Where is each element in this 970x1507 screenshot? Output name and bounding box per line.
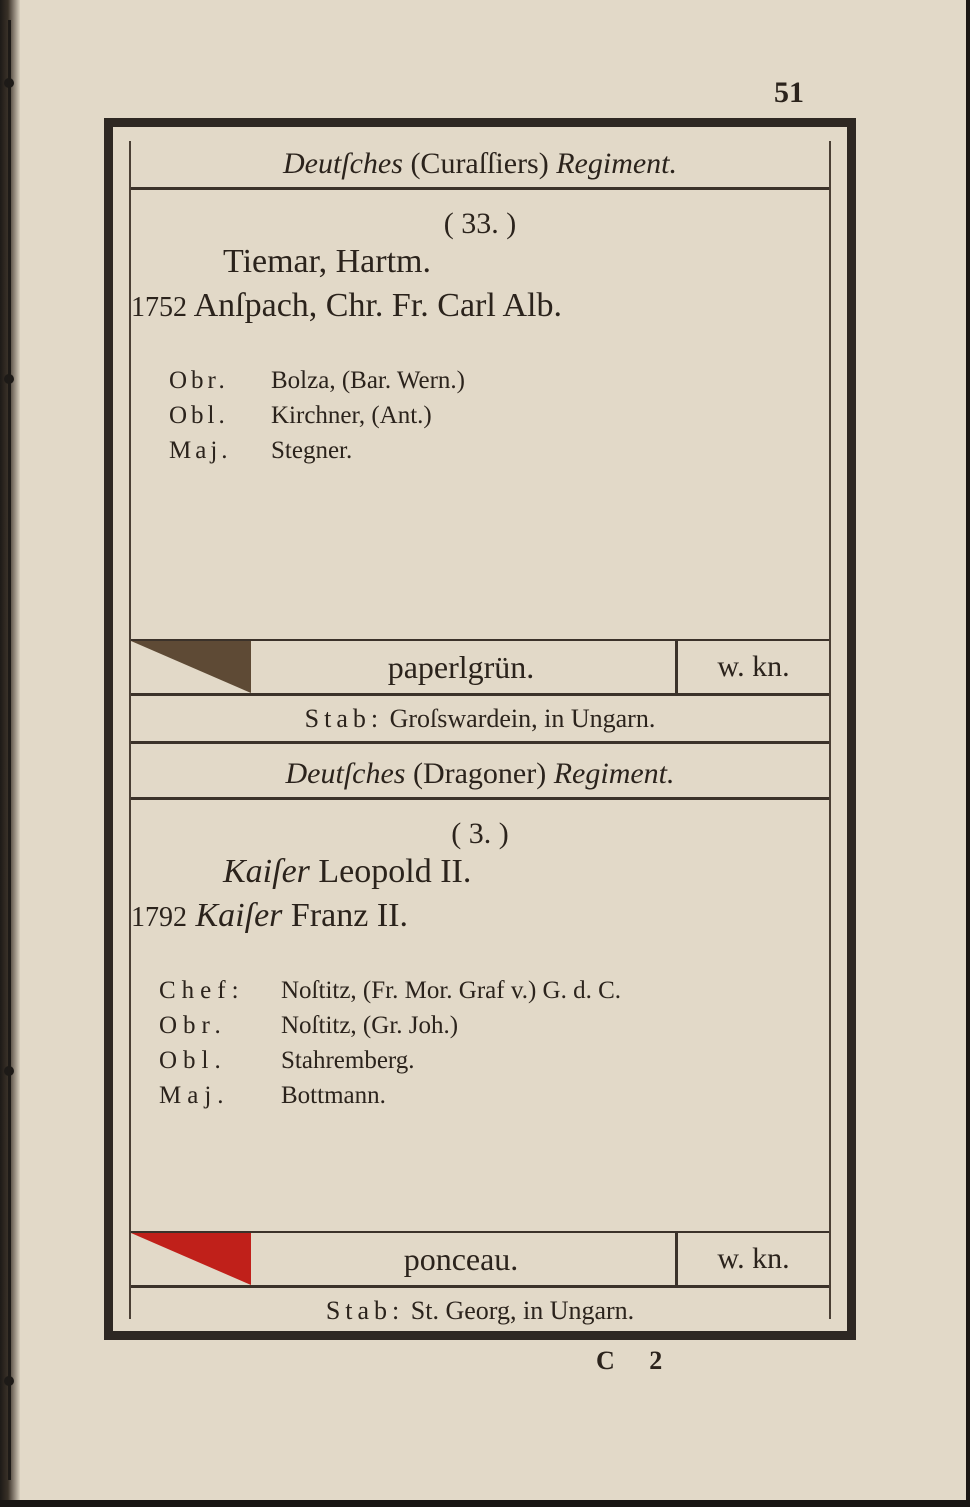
proprietor-line: [223, 853, 471, 891]
regiment-table-frame: [104, 118, 856, 1340]
officer-row: [159, 1078, 621, 1113]
button-metal: w. kn.: [717, 1242, 790, 1275]
officer-list: [169, 363, 465, 468]
officer-rank: Obl.: [159, 1047, 227, 1074]
officer-row: [159, 1043, 621, 1078]
binding-stitch: [4, 1066, 14, 1076]
proprietor-title: Kaiſer: [195, 897, 283, 934]
officer-list: [159, 973, 621, 1113]
header-type: (Dragoner): [412, 757, 547, 790]
regiment-table: [129, 141, 831, 1325]
officer-name: Stahremberg.: [281, 1047, 415, 1074]
proprietor-line: [131, 897, 408, 935]
binding-stitch: [4, 1376, 14, 1386]
proprietor-year: 1752: [131, 292, 187, 323]
header-suffix: Regiment.: [553, 757, 675, 790]
officer-rank: Obr.: [169, 367, 229, 394]
regiment-header: [131, 141, 829, 190]
officer-row: [159, 1008, 621, 1043]
facing-color-row: [131, 1231, 829, 1288]
book-binding: [0, 0, 20, 1500]
facing-swatch-shape: [131, 641, 251, 693]
regiment-header: [131, 751, 829, 800]
stab-row: [131, 697, 829, 744]
header-prefix: Deutſches: [285, 757, 406, 790]
proprietor-name: Tiemar, Hartm.: [223, 243, 431, 280]
binding-stitch: [4, 374, 14, 384]
facing-color-swatch: [131, 1233, 251, 1285]
header-prefix: Deutſches: [282, 147, 403, 180]
officer-rank: Maj.: [169, 437, 232, 464]
officer-row: [169, 363, 465, 398]
officer-rank: Obl.: [169, 402, 229, 429]
page-number: 51: [774, 76, 804, 109]
header-suffix: Regiment.: [556, 147, 678, 180]
proprietor-title: Kaiſer: [223, 853, 310, 890]
binding-thread: [8, 20, 11, 1480]
stab-place: St. Georg, in Ungarn.: [410, 1296, 635, 1325]
officer-row: [169, 433, 465, 468]
signature-mark: C 2: [596, 1346, 677, 1375]
regiment-entry-dragoner: [131, 751, 829, 1329]
officer-row: [169, 398, 465, 433]
officer-name: Bolza, (Bar. Wern.): [271, 367, 465, 394]
officer-row: [159, 973, 621, 1008]
stab-label: Stab:: [325, 1296, 405, 1325]
regiment-entry-curassiers: [131, 141, 829, 747]
officer-name: Kirchner, (Ant.): [271, 402, 432, 429]
officer-rank: Obr.: [159, 1012, 227, 1039]
officer-name: Bottmann.: [281, 1082, 386, 1109]
header-type: (Curaſſiers): [410, 147, 549, 180]
stab-place: Groſswardein, in Ungarn.: [389, 704, 656, 733]
officer-name: Noſtitz, (Fr. Mor. Graf v.) G. d. C.: [281, 977, 622, 1004]
proprietor-line: [223, 243, 431, 281]
button-metal: w. kn.: [717, 650, 790, 683]
facing-swatch-shape: [131, 1233, 251, 1285]
proprietor-line: [131, 287, 562, 325]
facing-color-name: paperlgrün.: [387, 649, 535, 685]
proprietor-name: Leopold II.: [318, 853, 472, 890]
regiment-number: ( 3. ): [451, 817, 509, 850]
binding-stitch: [4, 78, 14, 88]
officer-rank: Maj.: [159, 1082, 230, 1109]
officer-name: Stegner.: [271, 437, 353, 464]
stab-label: Stab:: [304, 704, 384, 733]
proprietor-year: 1792: [131, 902, 187, 933]
stab-row: [131, 1289, 829, 1333]
facing-color-row: [131, 639, 829, 696]
proprietor-name: Anſpach, Chr. Fr. Carl Alb.: [193, 287, 562, 324]
officer-name: Noſtitz, (Gr. Joh.): [281, 1012, 459, 1039]
regiment-number: ( 33. ): [443, 207, 517, 240]
officer-rank: Chef:: [159, 977, 245, 1004]
facing-color-swatch: [131, 641, 251, 693]
proprietor-name: Franz II.: [290, 897, 408, 934]
facing-color-name: ponceau.: [403, 1241, 519, 1277]
